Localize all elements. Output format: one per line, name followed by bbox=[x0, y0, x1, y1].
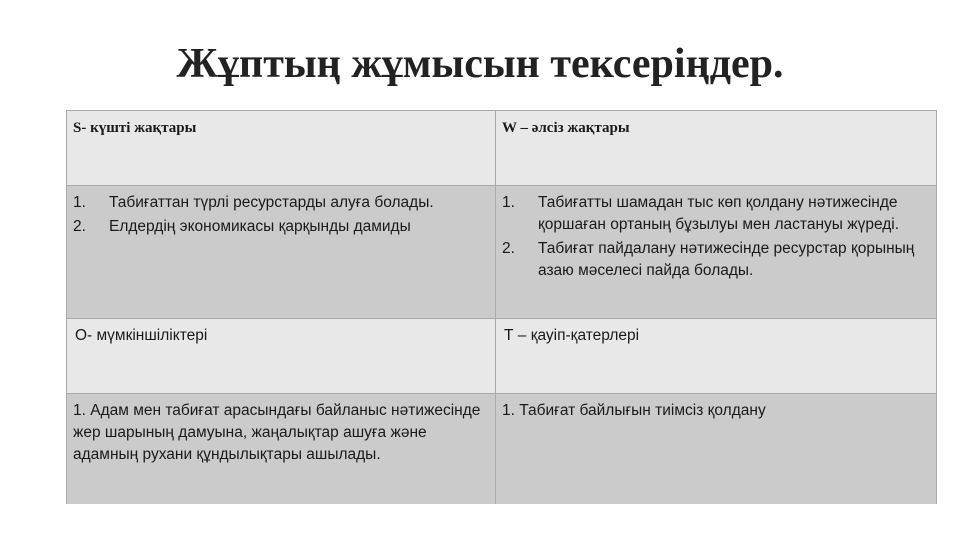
list-number: 2. bbox=[73, 218, 86, 235]
list-text: Елдердің экономикасы қарқынды дамиды bbox=[109, 218, 411, 235]
list-number: 2. bbox=[502, 240, 515, 257]
table-row bbox=[67, 111, 937, 186]
weaknesses-header: W – әлсіз жақтары bbox=[496, 111, 937, 186]
strengths-list bbox=[73, 192, 489, 238]
table-row bbox=[67, 394, 937, 505]
swot-table bbox=[66, 110, 937, 504]
threats-cell: 1. Табиғат байлығын тиімсіз қолдану bbox=[496, 394, 937, 505]
table-row bbox=[67, 319, 937, 394]
threats-header: Т – қауіп-қатерлері bbox=[496, 319, 937, 394]
opportunities-cell: 1. Адам мен табиғат арасындағы байланыс нәтижесінде жер шарының дамуына, жаңалықтар ашуға және адамның рухани құндылықтары ашылады. bbox=[67, 394, 496, 505]
list-text: Табиғаттан түрлі ресурстарды алуға болады. bbox=[109, 194, 434, 211]
page-title: Жұптың жұмысын тексеріңдер. bbox=[176, 41, 784, 87]
list-item bbox=[73, 216, 489, 238]
opportunities-header: О- мүмкіншіліктері bbox=[67, 319, 496, 394]
list-item bbox=[502, 192, 930, 236]
list-text: Табиғат пайдалану нәтижесінде ресурстар қорының азаю мәселесі пайда болады. bbox=[538, 240, 915, 279]
list-number: 1. bbox=[502, 194, 515, 211]
list-number: 1. bbox=[73, 194, 86, 211]
list-item bbox=[502, 238, 930, 282]
weaknesses-list bbox=[502, 192, 930, 282]
strengths-cell bbox=[67, 186, 496, 319]
table-row bbox=[67, 186, 937, 319]
strengths-header: S- күшті жақтары bbox=[67, 111, 496, 186]
weaknesses-cell bbox=[496, 186, 937, 319]
list-item bbox=[73, 192, 489, 214]
list-text: Табиғатты шамадан тыс көп қолдану нәтижесінде қоршаған ортаның бұзылуы мен ластануы жүреді. bbox=[538, 194, 900, 233]
